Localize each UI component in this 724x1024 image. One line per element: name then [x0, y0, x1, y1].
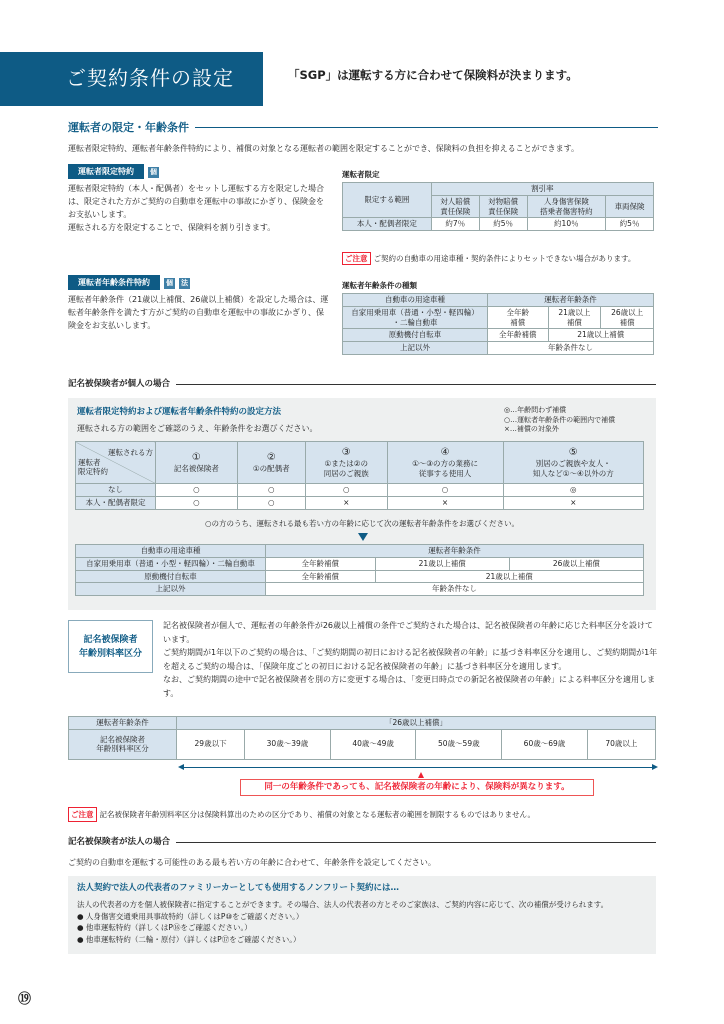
individual-heading [68, 378, 656, 390]
cell: ○ [387, 484, 503, 497]
box-text: 法人の代表者の方を個人被保険者に指定することができます。その場合、法人の代表者の方とそのご家族は、ご契約内容に応じて、次の補償が受けられます。 [77, 900, 609, 909]
cell: ○ [237, 484, 305, 497]
list-item: ● 人身傷害交通乗用具事故特約（詳しくはP⑩をご確認ください。） [77, 911, 304, 921]
list-item: ● 他車運転特約（二輪・原付）（詳しくはP⑰をご確認ください。） [77, 934, 301, 944]
cell: ○ [305, 484, 387, 497]
cell: 70歳以上 [587, 729, 655, 759]
age-special-tag: 運転者年齢条件特約 [68, 275, 160, 290]
cell: 40歳～49歳 [330, 729, 416, 759]
row-label: 原動機付自転車 [343, 329, 488, 342]
age-table-label: 運転者年齢条件の種類 [342, 281, 417, 290]
page-title: ご契約条件の設定 [66, 66, 234, 90]
individual-title: 記名被保険者が個人の場合 [68, 379, 171, 389]
caution-text: ご契約の自動車の用途車種・契約条件によりセットできない場合があります。 [373, 254, 636, 263]
row-label: 上記以外 [76, 583, 266, 596]
legend-item: ◎…年齢問わず補償 [504, 406, 567, 414]
cell: × [305, 496, 387, 509]
divider [195, 127, 658, 128]
box-body [77, 899, 652, 945]
col-label: ①の配偶者 [252, 464, 290, 474]
page-subtitle: 「SGP」は運転する方に合わせて保険料が決まります。 [288, 68, 578, 82]
col-header [503, 442, 643, 484]
driver-matrix [75, 441, 644, 510]
col-header [305, 442, 387, 484]
cell: × [503, 496, 643, 509]
col-num: ① [191, 452, 201, 464]
cell: ○ [156, 496, 238, 509]
legend-item: ○…運転者年齢条件の範囲内で補償 [504, 415, 616, 424]
col-header: 自動車の用途車種 [76, 545, 266, 558]
col-header: 運転者年齢条件 [266, 545, 644, 558]
intro-text: 運転者限定特約、運転者年齢条件特約により、補償の対象となる運転者の範囲を限定することができ、保険料の負担を抑えることができます。 [68, 144, 580, 153]
corner-bottom: 運転者 限定特約 [78, 457, 108, 477]
col-num: ③ [341, 447, 351, 459]
col-header: 対人賠償 責任保険 [431, 195, 479, 218]
cell: ○ [237, 496, 305, 509]
cell: 全年齢補償 [488, 329, 549, 342]
col-num: ④ [440, 447, 450, 459]
individual-badge: 個 [166, 279, 173, 287]
cell: 全年齢補償 [266, 557, 376, 570]
rate-table [68, 716, 656, 760]
cell: 約5％ [606, 218, 654, 231]
row-label: 上記以外 [343, 342, 488, 355]
cell: 50歳～59歳 [416, 729, 502, 759]
individual-badge: 個 [150, 168, 157, 176]
cell: 30歳～39歳 [245, 729, 331, 759]
legend [504, 406, 615, 435]
matrix-note: ○の方のうち、運転される最も若い方の年齢に応じて次の運転者年齢条件をお選びください。 [204, 519, 520, 528]
caution-note [342, 252, 656, 265]
col-header: 対物賠償 責任保険 [479, 195, 527, 218]
cell: 26歳以上補償 [509, 557, 643, 570]
corporate-box [68, 876, 656, 954]
row-label: 自家用乗用車（普通・小型・軽四輪） ・二輪自動車 [343, 306, 488, 329]
row-label: 原動機付自転車 [76, 570, 266, 583]
row-label: 本人・配偶者限定 [76, 496, 156, 509]
box-title: 運転者限定特約および運転者年齢条件特約の設定方法 [77, 407, 282, 417]
col-label: ①～③の方の業務に 従事する使用人 [412, 459, 479, 478]
caution-label: ご注意 [342, 252, 371, 265]
cell: 約5％ [479, 218, 527, 231]
corporate-heading [68, 836, 656, 848]
rate-category-text: 記名被保険者が個人で、運転者の年齢条件が26歳以上補償の条件でご契約された場合は、記名被保険者の年齢に応じた料率区分を設けています。 ご契約期間が1年以下のご契約の場合は、「ご契約期間の初日における記名被保険者の年齢」に基づき料率区分を適用し、ご契約期間が1年を超えるご契約の場合は、「保険年度ごとの初日における記名被保険者の年齢」に基づき料率区分を適用します。 なお、ご契約期間の途中で記名被保険者を別の方に変更する場合は、「変更日時点での新記名被保険者の年齢」による料率区分を適用します。 [163, 621, 658, 698]
row-label: 自家用乗用車（普通・小型・軽四輪）・二輪自動車 [76, 557, 266, 570]
col-range: 限定する範囲 [343, 183, 432, 218]
cell: 年齢条件なし [266, 583, 644, 596]
col-header: 運転者年齢条件 [69, 717, 177, 730]
cell: ○ [156, 484, 238, 497]
limit-special-block [68, 164, 330, 234]
arrow-left-icon [178, 764, 184, 770]
cell: 21歳以上補償 [375, 557, 509, 570]
cell: 全年齢補償 [266, 570, 376, 583]
age-table [342, 293, 654, 355]
col-header: 車両保険 [606, 195, 654, 218]
col-header: 運転者年齢条件 [488, 294, 654, 307]
age-special-block [68, 275, 330, 332]
arrow-down-icon [358, 533, 368, 541]
box-text: 運転される方の範囲をご確認のうえ、年齢条件をお選びください。 [77, 424, 318, 433]
table-row [76, 484, 644, 497]
limit-table [342, 182, 654, 231]
divider [176, 842, 656, 843]
cell: 29歳以下 [177, 729, 245, 759]
cell: × [387, 496, 503, 509]
range-arrow [182, 767, 656, 768]
cell: 26歳以上 補償 [601, 306, 654, 329]
page-header-band [0, 52, 263, 106]
arrow-right-icon [652, 764, 658, 770]
caution-label: ご注意 [68, 807, 97, 822]
caution-text: 記名被保険者年齢別料率区分は保険料算出のための区分であり、補償の対象となる運転者の範囲を制限するものではありません。 [99, 810, 535, 819]
section-heading [68, 120, 658, 136]
corporate-title: 記名被保険者が法人の場合 [68, 837, 171, 847]
cell: 21歳以上補償 [548, 329, 654, 342]
caution-note-2 [68, 807, 668, 822]
cell: 約10％ [527, 218, 606, 231]
legend-item: ×…補償の対象外 [504, 425, 559, 433]
col-header [387, 442, 503, 484]
arrow-up-icon [418, 772, 424, 778]
setting-method-box [68, 398, 656, 610]
col-rate: 割引率 [431, 183, 653, 196]
age-table-2 [75, 544, 644, 596]
row-label: なし [76, 484, 156, 497]
row-label: 本人・配偶者限定 [343, 218, 432, 231]
table-row [76, 496, 644, 509]
col-num: ② [266, 452, 276, 464]
limit-table-label: 運転者限定 [342, 170, 380, 179]
col-header [237, 442, 305, 484]
row-label: 記名被保険者 年齢別料率区分 [69, 729, 177, 759]
list-item: ● 他車運転特約（詳しくはP⑯をご確認ください。） [77, 923, 252, 932]
corporate-text: ご契約の自動車を運転する可能性のある最も若い方の年齢に合わせて、年齢条件を設定してください。 [68, 858, 436, 867]
col-header: 自動車の用途車種 [343, 294, 488, 307]
divider [176, 384, 656, 385]
col-header: 人身傷害保険 搭乗者傷害特約 [527, 195, 606, 218]
col-label: 別居のご親族や友人・ 知人など①～④以外の方 [532, 459, 614, 478]
limit-special-text: 運転者限定特約（本人・配偶者）をセットし運転する方を限定した場合は、限定された方がご契約の自動車を運転中の事故にかぎり、保険金をお支払いします。 運転される方を限定することで、保険料を割り引きます。 [68, 184, 324, 232]
rate-category-label: 記名被保険者 年齢別料率区分 [68, 620, 153, 673]
col-header [156, 442, 238, 484]
box-title: 法人契約で法人の代表者のファミリーカーとしても使用するノンフリート契約には… [77, 883, 399, 893]
cell: 約7％ [431, 218, 479, 231]
section-title: 運転者の限定・年齢条件 [68, 121, 189, 134]
callout: 同一の年齢条件であっても、記名被保険者の年齢により、保険料が異なります。 [240, 779, 594, 796]
cell: 21歳以上補償 [375, 570, 643, 583]
corporate-badge: 法 [181, 279, 188, 287]
limit-special-tag: 運転者限定特約 [68, 164, 144, 179]
cell: ◎ [503, 484, 643, 497]
corner-top: 運転される方 [108, 447, 153, 457]
col-label: ①または②の 同居のご親族 [323, 459, 369, 478]
cell: 21歳以上 補償 [548, 306, 601, 329]
cell: 60歳～69歳 [502, 729, 588, 759]
page-number: ⑲ [18, 992, 32, 1007]
col-label: 記名被保険者 [173, 464, 219, 474]
cell: 全年齢 補償 [488, 306, 549, 329]
cell: 年齢条件なし [488, 342, 654, 355]
col-num: ⑤ [568, 447, 578, 459]
col-header: 「26歳以上補償」 [177, 717, 656, 730]
age-special-text: 運転者年齢条件（21歳以上補償、26歳以上補償）を設定した場合は、運転者年齢条件を満たす方がご契約の自動車を運転中の事故にかぎり、保険金をお支払いします。 [68, 295, 329, 330]
